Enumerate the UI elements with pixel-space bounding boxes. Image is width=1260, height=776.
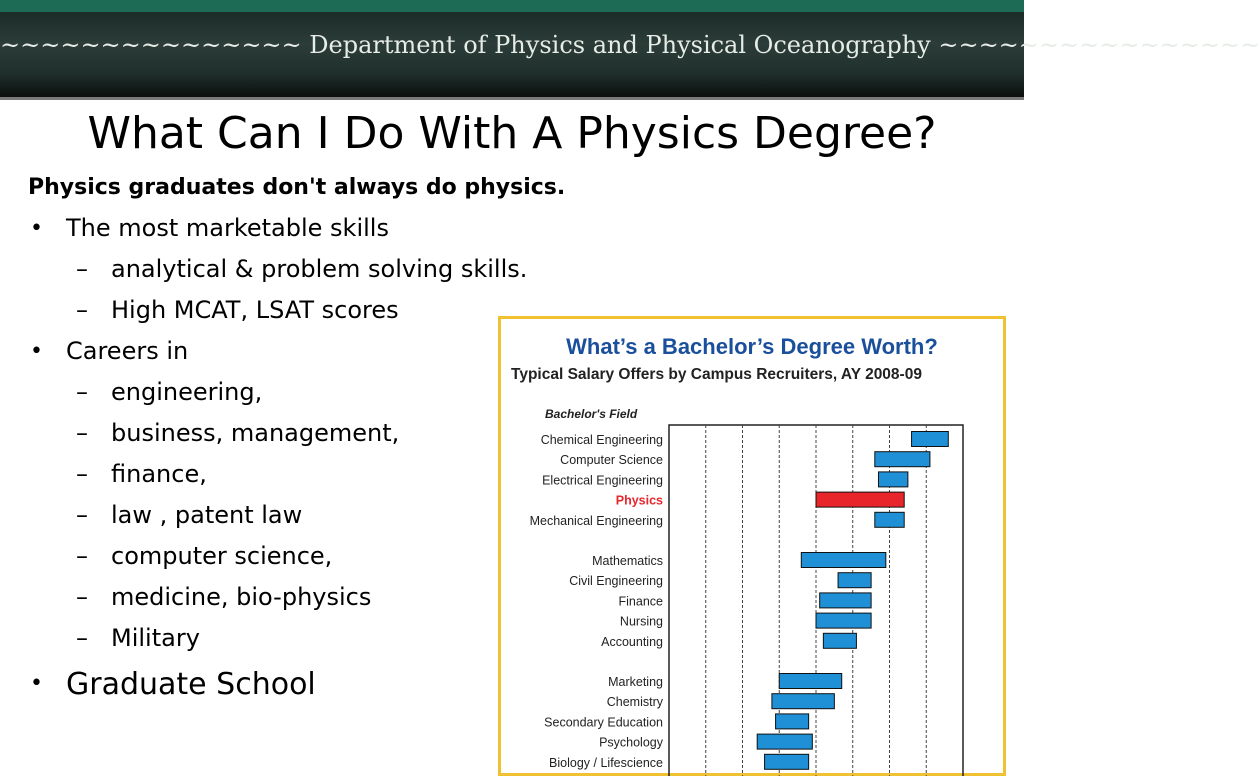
sub-bullet-item: analytical & problem solving skills. — [111, 255, 528, 283]
bar — [878, 472, 907, 487]
banner-title: ~~~~~~~~~~~~~~~ Department of Physics and Physical Oceanography ~~~~~~~~~~~~~~~~ — [0, 31, 1260, 59]
sub-bullet-item: Military — [111, 624, 200, 652]
dash-marker: – — [76, 460, 88, 488]
dash-marker: – — [76, 255, 88, 283]
category-label: Civil Engineering — [569, 574, 663, 589]
category-label: Chemical Engineering — [540, 433, 663, 447]
banner-accent-strip — [0, 0, 1024, 12]
sub-bullet-item: computer science, — [111, 542, 333, 570]
bar — [838, 573, 871, 588]
bar — [816, 613, 871, 628]
dash-marker: – — [76, 419, 88, 447]
bar — [776, 714, 809, 729]
sub-bullet-item: engineering, — [111, 378, 263, 406]
header-banner — [0, 0, 1260, 100]
category-label: Physics — [615, 493, 663, 508]
sub-bullet-item: High MCAT, LSAT scores — [111, 296, 399, 324]
salary-chart — [498, 316, 1006, 776]
category-label: Mechanical Engineering — [529, 513, 663, 528]
sub-bullet-item: finance, — [111, 460, 207, 488]
sub-bullet-item: medicine, bio-physics — [111, 583, 372, 611]
category-label: Chemistry — [606, 695, 663, 710]
category-label: Nursing — [619, 614, 663, 629]
bar — [772, 694, 834, 709]
bullet-marker: • — [30, 339, 43, 364]
bullet-item: Careers in — [66, 337, 189, 365]
category-label: Accounting — [601, 634, 663, 649]
chart-title: What’s a Bachelor’s Degree Worth? — [566, 334, 938, 359]
bar — [820, 593, 871, 608]
bullet-item: Graduate School — [66, 667, 316, 702]
category-label: Computer Science — [560, 453, 663, 468]
slide-title: What Can I Do With A Physics Degree? — [87, 108, 937, 159]
bar-highlight — [816, 492, 904, 507]
category-label: Psychology — [599, 735, 663, 750]
sub-bullet-item: law , patent law — [111, 501, 303, 529]
dash-marker: – — [76, 583, 88, 611]
category-label: Electrical Engineering — [542, 473, 663, 488]
bar — [912, 432, 949, 447]
dash-marker: – — [76, 501, 88, 529]
bullet-marker: • — [30, 216, 43, 241]
dash-marker: – — [76, 378, 88, 406]
bar — [823, 633, 856, 648]
bullet-item: The most marketable skills — [66, 214, 389, 242]
category-label: Secondary Education — [544, 715, 663, 730]
dash-marker: – — [76, 542, 88, 570]
bar — [757, 734, 812, 749]
category-label: Marketing — [608, 675, 663, 689]
dash-marker: – — [76, 624, 88, 652]
slide-subhead: Physics graduates don't always do physics. — [28, 175, 566, 200]
chart-subtitle: Typical Salary Offers by Campus Recruiters, AY 2008-09 — [511, 366, 922, 383]
bar — [765, 754, 809, 769]
bar — [875, 452, 930, 467]
category-label: Finance — [618, 594, 663, 609]
bar — [801, 553, 886, 568]
sub-bullet-item: business, management, — [111, 419, 400, 447]
bar — [875, 512, 904, 527]
category-header: Bachelor's Field — [545, 407, 638, 421]
category-label: Mathematics — [592, 554, 663, 568]
salary-chart-svg — [501, 319, 1003, 773]
bullet-marker: • — [30, 671, 43, 696]
category-label: Biology / Lifescience — [549, 755, 663, 770]
dash-marker: – — [76, 296, 88, 324]
bar — [779, 674, 841, 689]
